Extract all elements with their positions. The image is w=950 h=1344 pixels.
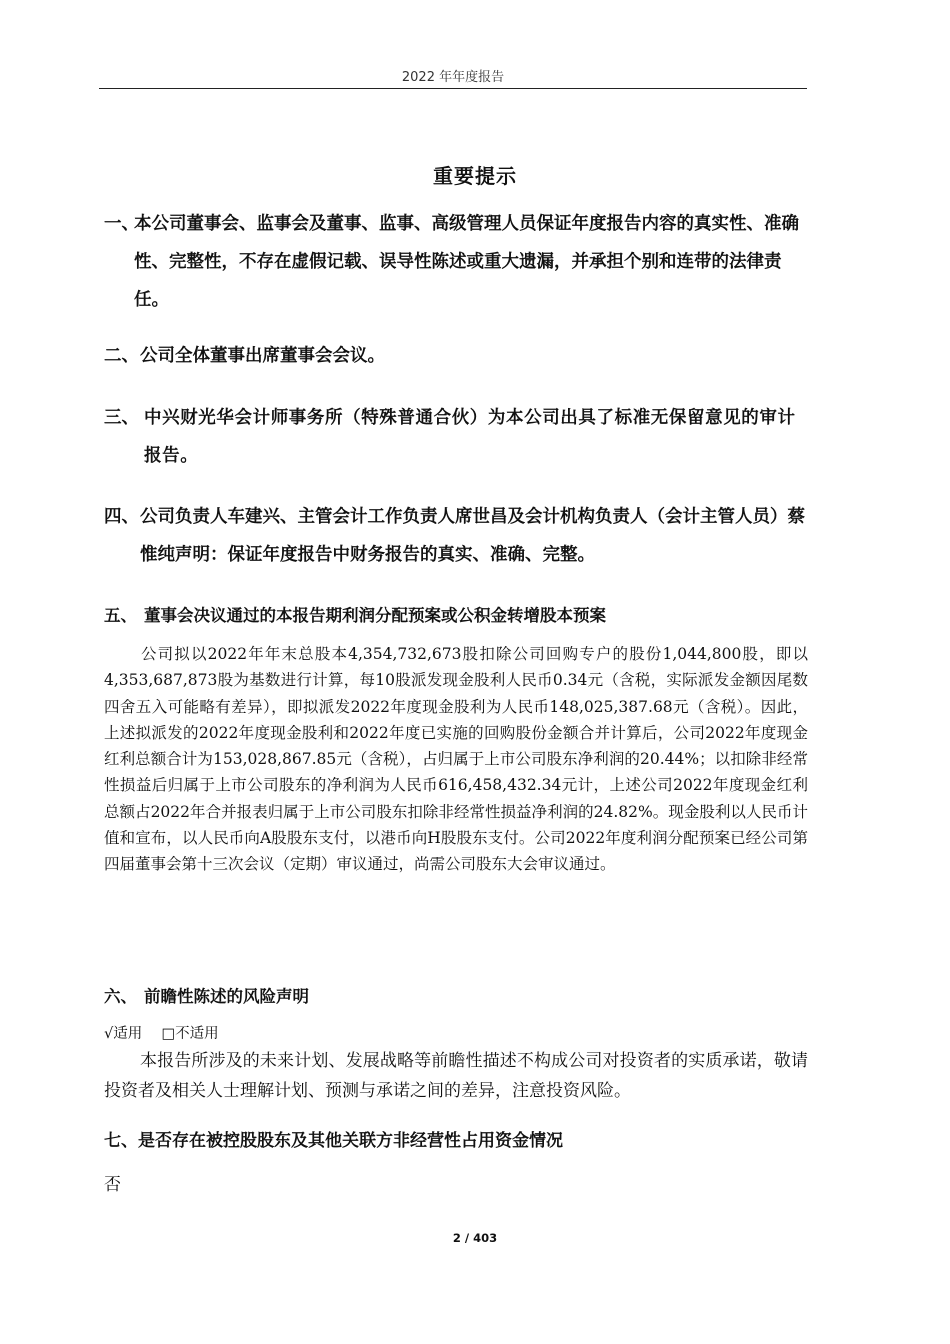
item-text: 公司全体董事出席董事会会议。 (140, 346, 385, 366)
applicability-options (104, 1022, 219, 1043)
item-text: 董事会决议通过的本报告期利润分配预案或公积金转增股本预案 (144, 606, 606, 625)
item-text: 前瞻性陈述的风险声明 (144, 987, 309, 1006)
header-divider (99, 88, 807, 89)
item-number: 七、 (104, 1131, 138, 1151)
notice-item-6 (104, 978, 810, 1016)
risk-statement-paragraph: 本报告所涉及的未来计划、发展战略等前瞻性描述不构成公司对投资者的实质承诺，敬请投资者及相关人士理解计划、预测与承诺之间的差异，注意投资风险。 (104, 1051, 808, 1101)
item-text: 公司负责人车建兴、主管会计工作负责人席世昌及会计机构负责人（会计主管人员）蔡惟纯声明：保证年度报告中财务报告的真实、准确、完整。 (140, 507, 805, 565)
item-number: 三、 (104, 408, 139, 428)
notice-item-1 (104, 205, 810, 319)
checkbox-empty-icon: □ (161, 1026, 176, 1042)
notice-item-7 (104, 1122, 810, 1160)
not-applicable-label: 不适用 (175, 1026, 219, 1042)
page-number: 2 / 403 (452, 1231, 498, 1245)
item-number: 四、 (104, 507, 139, 527)
item-text: 是否存在被控股股东及其他关联方非经营性占用资金情况 (138, 1131, 563, 1151)
page-header: 2022 年年度报告 (401, 70, 505, 85)
notice-item-5 (104, 597, 810, 635)
checked-mark-icon: √ (104, 1026, 114, 1042)
item-number: 一、 (104, 214, 139, 234)
notice-item-3 (104, 399, 810, 475)
profit-distribution-paragraph: 公司拟以2022年年末总股本4,354,732,673股扣除公司回购专户的股份1,044,800股，即以4,353,687,873股为基数进行计算，每10股派发现金股利人民币0.34元（含税，实际派发金额因尾数四舍五入可能略有差异），即拟派发2022年度现金股利为人民币148,025,387.68元（含税）。因此，上述拟派发的2022年度现金股利和2022年度已实施的回购股份金额合并计算后，公司2022年度现金红利总额合计为153,028,867.85元（含税），占归属于上市公司股东净利润的20.44%；以扣除非经常性损益后归属于上市公司股东的净利润为人民币616,458,432.34元计，上述公司2022年度现金红利总额占2022年合并报表归属于上市公司股东扣除非经常性损益净利润的24.82%。现金股利以人民币计值和宣布，以人民币向A股股东支付，以港币向H股股东支付。公司2022年度利润分配预案已经公司第四届董事会第十三次会议（定期）审议通过，尚需公司股东大会审议通过。 (104, 645, 808, 874)
page-title: 重要提示 (433, 164, 517, 188)
occupation-answer: 否 (104, 1175, 121, 1195)
item-text: 中兴财光华会计师事务所（特殊普通合伙）为本公司出具了标准无保留意见的审计报告。 (144, 408, 796, 466)
item-number: 五、 (104, 606, 137, 625)
notice-item-4 (104, 498, 810, 574)
applicable-label: 适用 (113, 1026, 143, 1042)
item-number: 二、 (104, 346, 139, 366)
notice-item-2 (104, 337, 810, 375)
item-text: 本公司董事会、监事会及董事、监事、高级管理人员保证年度报告内容的真实性、准确性、完整性，不存在虚假记载、误导性陈述或重大遗漏，并承担个别和连带的法律责任。 (134, 214, 799, 310)
item-number: 六、 (104, 987, 137, 1006)
